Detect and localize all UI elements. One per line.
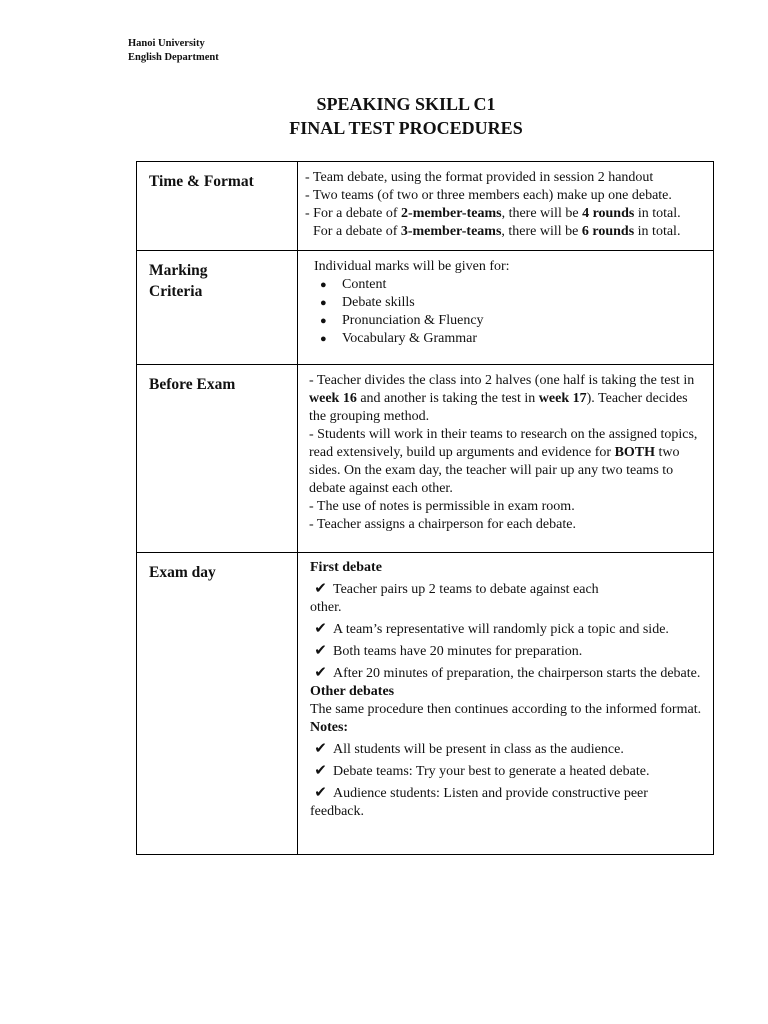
paragraph: - The use of notes is permissible in exam room. [309,499,575,514]
row-label: Before Exam [137,365,298,553]
section-heading: Other debates [310,684,395,699]
check-item [310,762,705,781]
text-line: - Team debate, using the format provided in session 2 handout [305,170,654,185]
emphasis: 4 rounds [582,206,635,221]
checkmark-icon: ✔ [314,763,327,779]
emphasis: week 17 [538,391,587,406]
title-line-2: FINAL TEST PROCEDURES [289,118,523,138]
university-name: Hanoi University [128,38,205,49]
text-line: - Two teams (of two or three members each) make up one debate. [305,188,672,203]
text-span: - Teacher divides the class into 2 halves (one half is taking the test in [309,373,695,388]
emphasis: 2-member-teams [401,206,502,221]
row-exam-day [137,553,714,855]
check-item [310,784,705,821]
item-text: Audience students: Listen and provide constructive peer feedback. [310,786,648,819]
row-before-exam [137,365,714,553]
emphasis: BOTH [614,445,656,460]
label-line: Marking [149,262,208,279]
row-content [298,251,714,365]
text-line [305,223,705,241]
criteria-list [305,276,705,348]
label-line: Criteria [149,283,203,300]
row-marking-criteria [137,251,714,365]
emphasis: week 16 [309,391,357,406]
text-span: in total. [634,224,681,239]
text-span: in total. [634,206,681,221]
text-span: - Students will work in their teams to research on the assigned topics, read extensively, build up arguments and evidence for [309,427,698,460]
row-content [298,162,714,251]
item-continuation: other. [310,600,342,615]
check-item [310,664,705,683]
checkmark-icon: ✔ [314,581,327,597]
row-label: Exam day [137,553,298,855]
row-label [137,251,298,365]
paragraph: The same procedure then continues according to the informed format. [310,702,702,717]
list-item: ● Debate skills [342,294,705,312]
text-span: two sides. On the exam day, the teacher will pair up any two teams to debate against each other. [309,445,680,496]
check-item [310,620,705,639]
item-text: Teacher pairs up 2 teams to debate against each [333,582,599,597]
row-content [298,553,714,855]
row-label: Time & Format [137,162,298,251]
text-span: - For a debate of [305,206,402,221]
text-span: , there will be [501,206,583,221]
text-span: , there will be [501,224,582,239]
department-name: English Department [128,52,219,63]
checkmark-icon: ✔ [314,643,327,659]
row-time-format [137,162,714,251]
list-item: ● Content [342,276,705,294]
document-title [0,92,768,140]
text-span: For a debate of [313,224,401,239]
list-item: ● Pronunciation & Fluency [342,312,705,330]
title-line-1: SPEAKING SKILL C1 [316,94,496,114]
checkmark-icon: ✔ [314,785,327,801]
procedures-table [136,161,714,855]
text-span: and another is taking the test in [356,391,539,406]
row-content [298,365,714,553]
section-heading: First debate [310,560,382,575]
emphasis: 3-member-teams [400,224,502,239]
paragraph: - Teacher assigns a chairperson for each debate. [309,517,576,532]
item-text: All students will be present in class as the audience. [333,742,624,757]
organization-header [128,37,219,65]
paragraph [309,372,705,426]
section-heading: Notes: [310,720,349,735]
text-line [305,205,705,223]
check-item [310,740,705,759]
item-text: Both teams have 20 minutes for preparation. [333,644,583,659]
criteria-intro: Individual marks will be given for: [314,259,510,274]
item-text: Debate teams: Try your best to generate a heated debate. [333,764,650,779]
check-item [310,642,705,661]
item-text: After 20 minutes of preparation, the chairperson starts the debate. [333,666,701,681]
emphasis: 6 rounds [581,224,635,239]
checkmark-icon: ✔ [314,621,327,637]
checkmark-icon: ✔ [314,741,327,757]
checkmark-icon: ✔ [314,665,327,681]
item-text: A team’s representative will randomly pick a topic and side. [333,622,669,637]
list-item: ● Vocabulary & Grammar [342,330,705,348]
paragraph [309,426,705,498]
text-span: ). Teacher decides the grouping method. [309,391,688,424]
check-item [310,580,705,599]
